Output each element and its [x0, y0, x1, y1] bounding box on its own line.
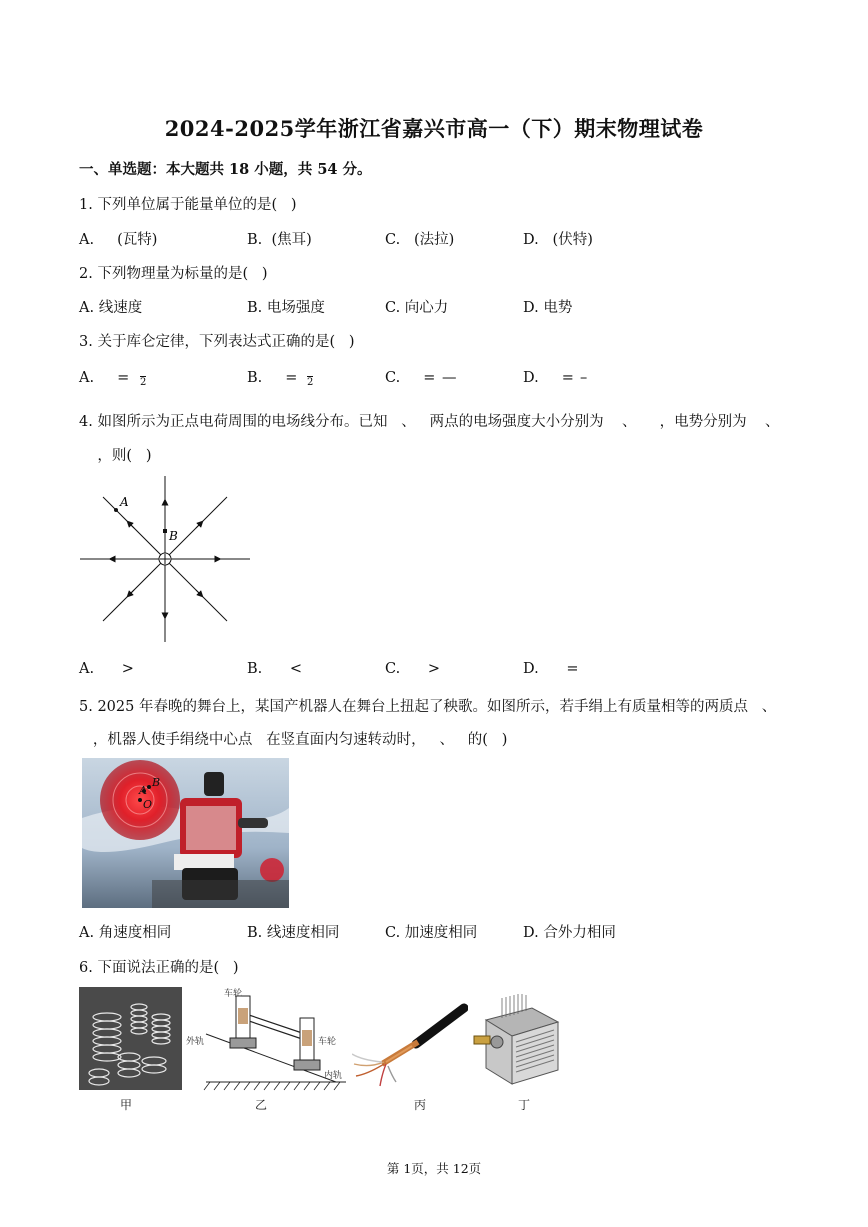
q3-option-c: C. = [385, 370, 436, 386]
point-b-label: B [169, 529, 178, 543]
q2-option-c: C. 向心力 [385, 300, 449, 316]
q2-option-b: B. 电场强度 [247, 300, 325, 316]
q5-option-a: A. 角速度相同 [79, 925, 172, 941]
point-b-label: B [152, 776, 161, 789]
question-6-stem: 6. 下面说法正确的是( ) [79, 960, 239, 976]
q3-c-fraction-mark: — [442, 370, 457, 386]
q3-b-fraction-mark: 2 [307, 377, 314, 388]
label-wheel-2: 车轮 [318, 1037, 337, 1047]
springs-photo [79, 987, 182, 1090]
point-a-label: A [120, 495, 129, 509]
caption-ding: 丁 [518, 1098, 531, 1112]
q5-option-d: D. 合外力相同 [523, 925, 616, 941]
point-a-label: A [139, 784, 147, 797]
question-5-stem-line1: 5. 2025 年春晚的舞台上，某国产机器人在舞台上扭起了秧歌。如图所示，若手绢上有质量相等的两质点 、 [79, 699, 777, 715]
q3-option-b: B. = [247, 370, 298, 386]
question-4-stem-line1: 4. 如图所示为正点电荷周围的电场线分布。已知 、 两点的电场强度大小分别为 、 ，电势分别为 、 [79, 414, 780, 430]
variable-capacitor-photo [472, 992, 564, 1090]
caption-bing: 丙 [414, 1098, 427, 1112]
shielded-cable-photo [352, 1002, 468, 1088]
page-footer: 第 1页，共 12页 [386, 1161, 482, 1176]
label-outer-rail: 外轨 [186, 1037, 205, 1047]
q3-option-a: A. = [79, 370, 130, 386]
question-2-stem: 2. 下列物理量为标量的是( ) [79, 266, 268, 282]
q3-d-fraction-mark: – [580, 370, 588, 386]
q1-option-b: B. (焦耳) [247, 232, 312, 248]
q3-a-fraction-mark: 2 [140, 377, 147, 388]
q1-option-d: D. (伏特) [523, 232, 593, 248]
question-5-stem-line2: ，机器人使手绢绕中心点 在竖直面内匀速转动时， 、 的( ) [79, 732, 508, 748]
q5-option-b: B. 线速度相同 [247, 925, 340, 941]
q4-option-b: B. < [247, 661, 303, 677]
train-wheels-diagram [186, 986, 356, 1094]
question-3-stem: 3. 关于库仑定律，下列表达式正确的是( ) [79, 334, 355, 350]
q2-option-a: A. 线速度 [79, 300, 143, 316]
caption-jia: 甲 [120, 1098, 133, 1112]
question-1-stem: 1. 下列单位属于能量单位的是( ) [79, 197, 297, 213]
q5-option-c: C. 加速度相同 [385, 925, 478, 941]
q3-option-d: D. = [523, 370, 574, 386]
label-inner-rail: 内轨 [324, 1071, 343, 1081]
page-title: 2024-2025学年浙江省嘉兴市高一（下）期末物理试卷 [164, 116, 704, 141]
question-4-stem-line2: ，则( ) [79, 448, 152, 464]
caption-yi: 乙 [255, 1098, 268, 1112]
point-a-dot [114, 508, 118, 512]
q4-option-c: C. > [385, 661, 440, 677]
electric-field-lines-figure [78, 472, 253, 644]
point-o-label: O [143, 798, 153, 811]
q1-option-c: C. (法拉) [385, 232, 455, 248]
label-wheel-1: 车轮 [224, 989, 243, 999]
q4-option-d: D. = [523, 661, 579, 677]
q4-option-a: A. > [79, 661, 134, 677]
q2-option-d: D. 电势 [523, 300, 573, 316]
robot-yangko-photo [82, 758, 289, 908]
section-heading-single-choice: 一、单选题：本大题共 18 小题，共 54 分。 [79, 161, 372, 178]
q1-option-a: A. (瓦特) [79, 232, 158, 248]
point-b-dot [163, 529, 167, 533]
